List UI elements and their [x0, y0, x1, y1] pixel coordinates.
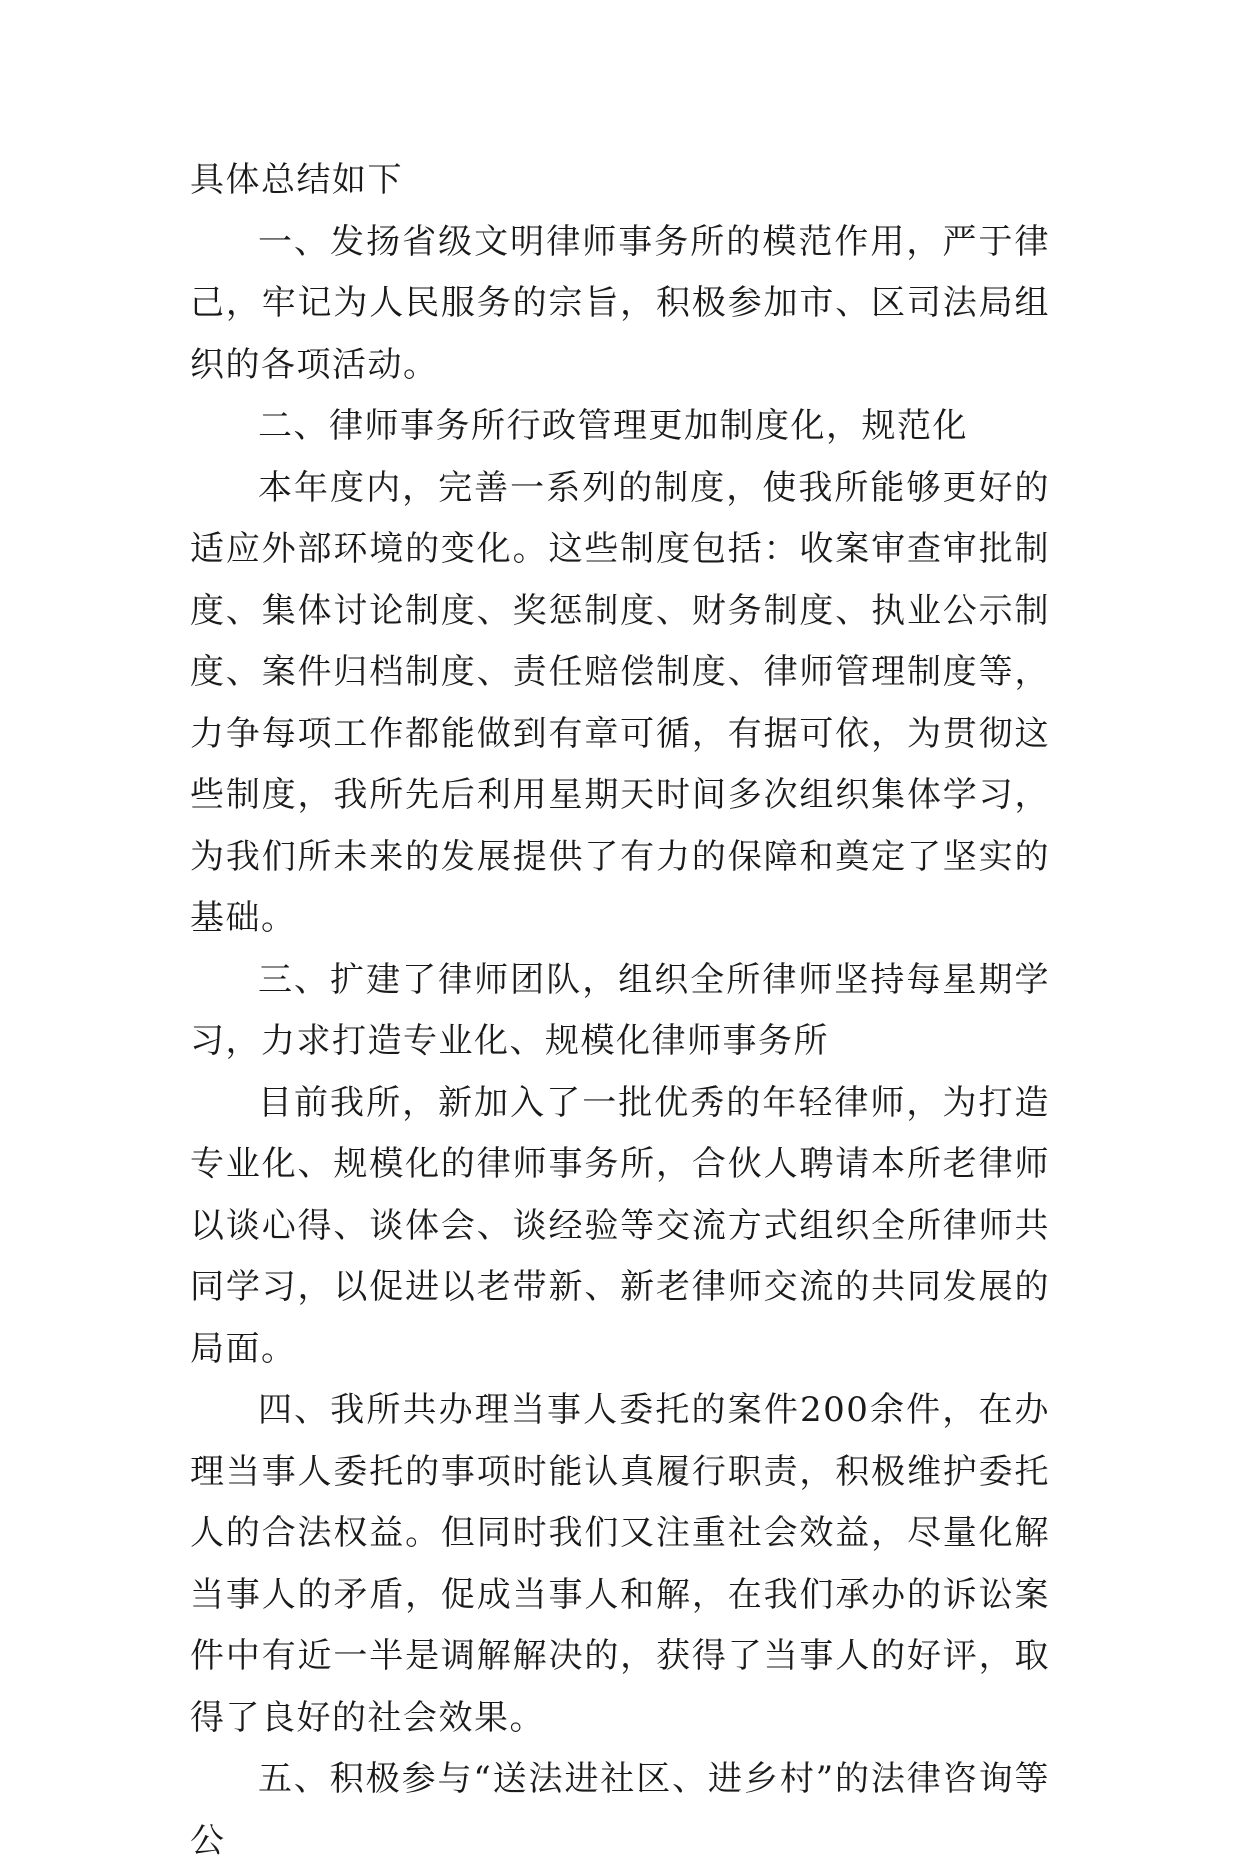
document-body: [190, 150, 1050, 1872]
section-3-heading: 三、扩建了律师团队，组织全所律师坚持每星期学习，力求打造专业化、规模化律师事务所: [190, 959, 1050, 1061]
section-1-paragraph: 一、发扬省级文明律师事务所的模范作用，严于律己，牢记为人民服务的宗旨，积极参加市、区司法局组织的各项活动。: [190, 221, 1050, 385]
intro-line: 具体总结如下: [190, 160, 403, 200]
section-4-paragraph: 四、我所共办理当事人委托的案件200余件，在办理当事人委托的事项时能认真履行职责，积极维护委托人的合法权益。但同时我们又注重社会效益，尽量化解当事人的矛盾，促成当事人和解，在我们承办的诉讼案件中有近一半是调解解决的，获得了当事人的好评，取得了良好的社会效果。: [190, 1390, 1050, 1738]
section-2-paragraph: 本年度内，完善一系列的制度，使我所能够更好的适应外部环境的变化。这些制度包括：收案审查审批制度、集体讨论制度、奖惩制度、财务制度、执业公示制度、案件归档制度、责任赔偿制度、律师管理制度等，力争每项工作都能做到有章可循，有据可依，为贯彻这些制度，我所先后利用星期天时间多次组织集体学习，为我们所未来的发展提供了有力的保障和奠定了坚实的基础。: [190, 467, 1050, 938]
section-2-heading: 二、律师事务所行政管理更加制度化，规范化: [258, 406, 968, 446]
section-3-paragraph: 目前我所，新加入了一批优秀的年轻律师，为打造专业化、规模化的律师事务所，合伙人聘请本所老律师以谈心得、谈体会、谈经验等交流方式组织全所律师共同学习，以促进以老带新、新老律师交流的共同发展的局面。: [190, 1082, 1050, 1369]
section-5-paragraph: 五、积极参与“送法进社区、进乡村”的法律咨询等公: [190, 1759, 1050, 1861]
